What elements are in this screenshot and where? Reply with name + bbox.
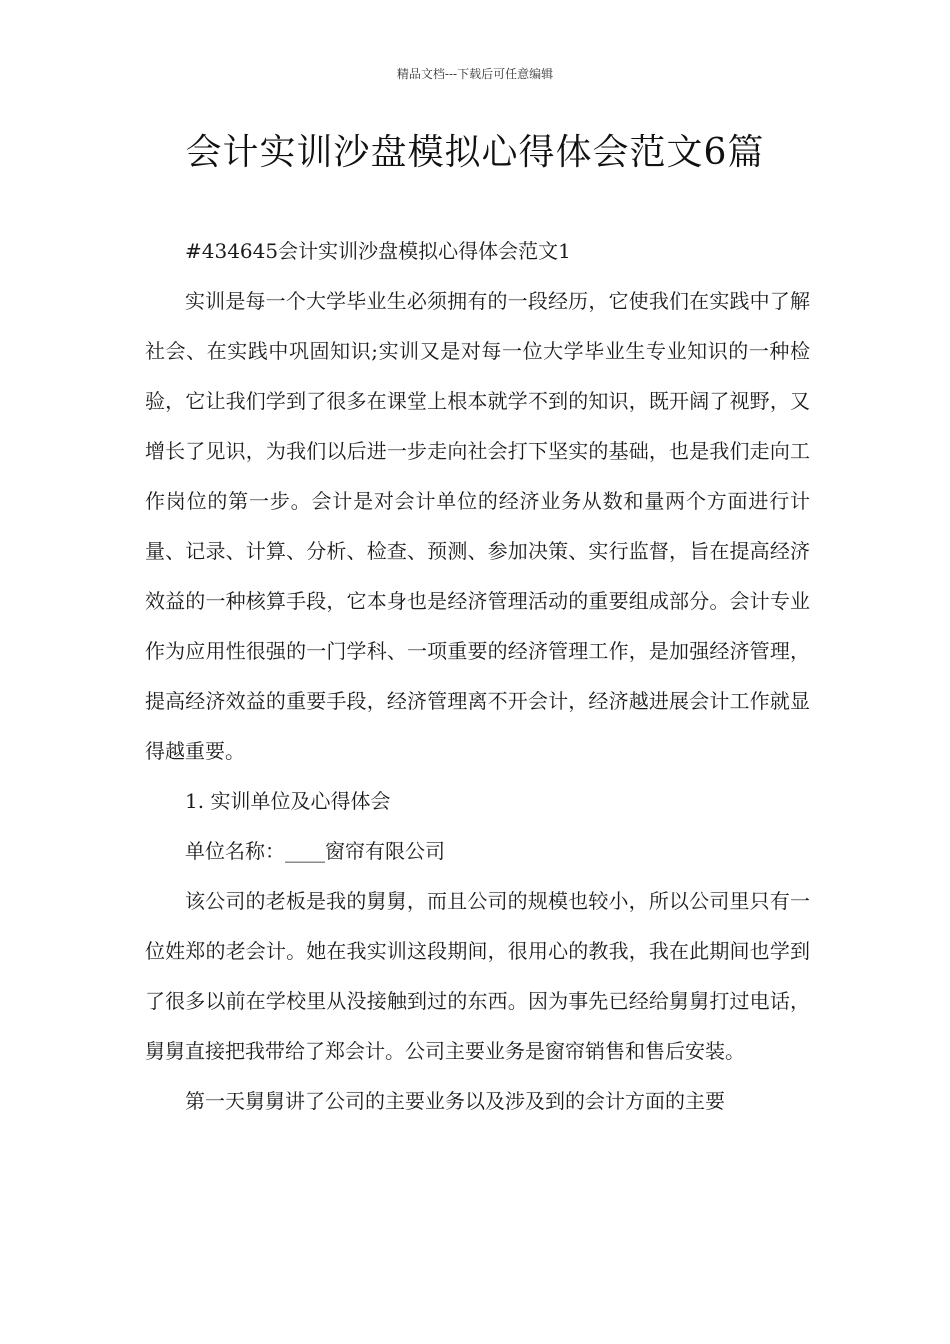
body-paragraph: 单位名称：____窗帘有限公司 [185,839,445,863]
numbered-heading: 1. 实训单位及心得体会 [185,789,391,813]
section-heading: #434645会计实训沙盘模拟心得体会范文1 [185,239,571,263]
header-note: 精品文档---下载后可任意编辑 [396,67,554,81]
document-body [145,226,810,1126]
body-paragraph: 该公司的老板是我的舅舅，而且公司的规模也较小，所以公司里只有一位姓郑的老会计。她在我实训这段期间，很用心的教我，我在此期间也学到了很多以前在学校里从没接触到过的东西。因为事先已经给舅舅打过电话，舅舅直接把我带给了郑会计。公司主要业务是窗帘销售和售后安装。 [145,889,810,1063]
document-title: 会计实训沙盘模拟心得体会范文6篇 [185,132,765,173]
body-paragraph: 第一天舅舅讲了公司的主要业务以及涉及到的会计方面的主要 [185,1089,725,1113]
body-paragraph: 实训是每一个大学毕业生必须拥有的一段经历，它使我们在实践中了解社会、在实践中巩固知识;实训又是对每一位大学毕业生专业知识的一种检验，它让我们学到了很多在课堂上根本就学不到的知识，既开阔了视野，又增长了见识，为我们以后进一步走向社会打下坚实的基础，也是我们走向工作岗位的第一步。会计是对会计单位的经济业务从数和量两个方面进行计量、记录、计算、分析、检查、预测、参加决策、实行监督，旨在提高经济效益的一种核算手段，它本身也是经济管理活动的重要组成部分。会计专业作为应用性很强的一门学科、一项重要的经济管理工作，是加强经济管理，提高经济效益的重要手段，经济管理离不开会计，经济越进展会计工作就显得越重要。 [145,289,810,763]
